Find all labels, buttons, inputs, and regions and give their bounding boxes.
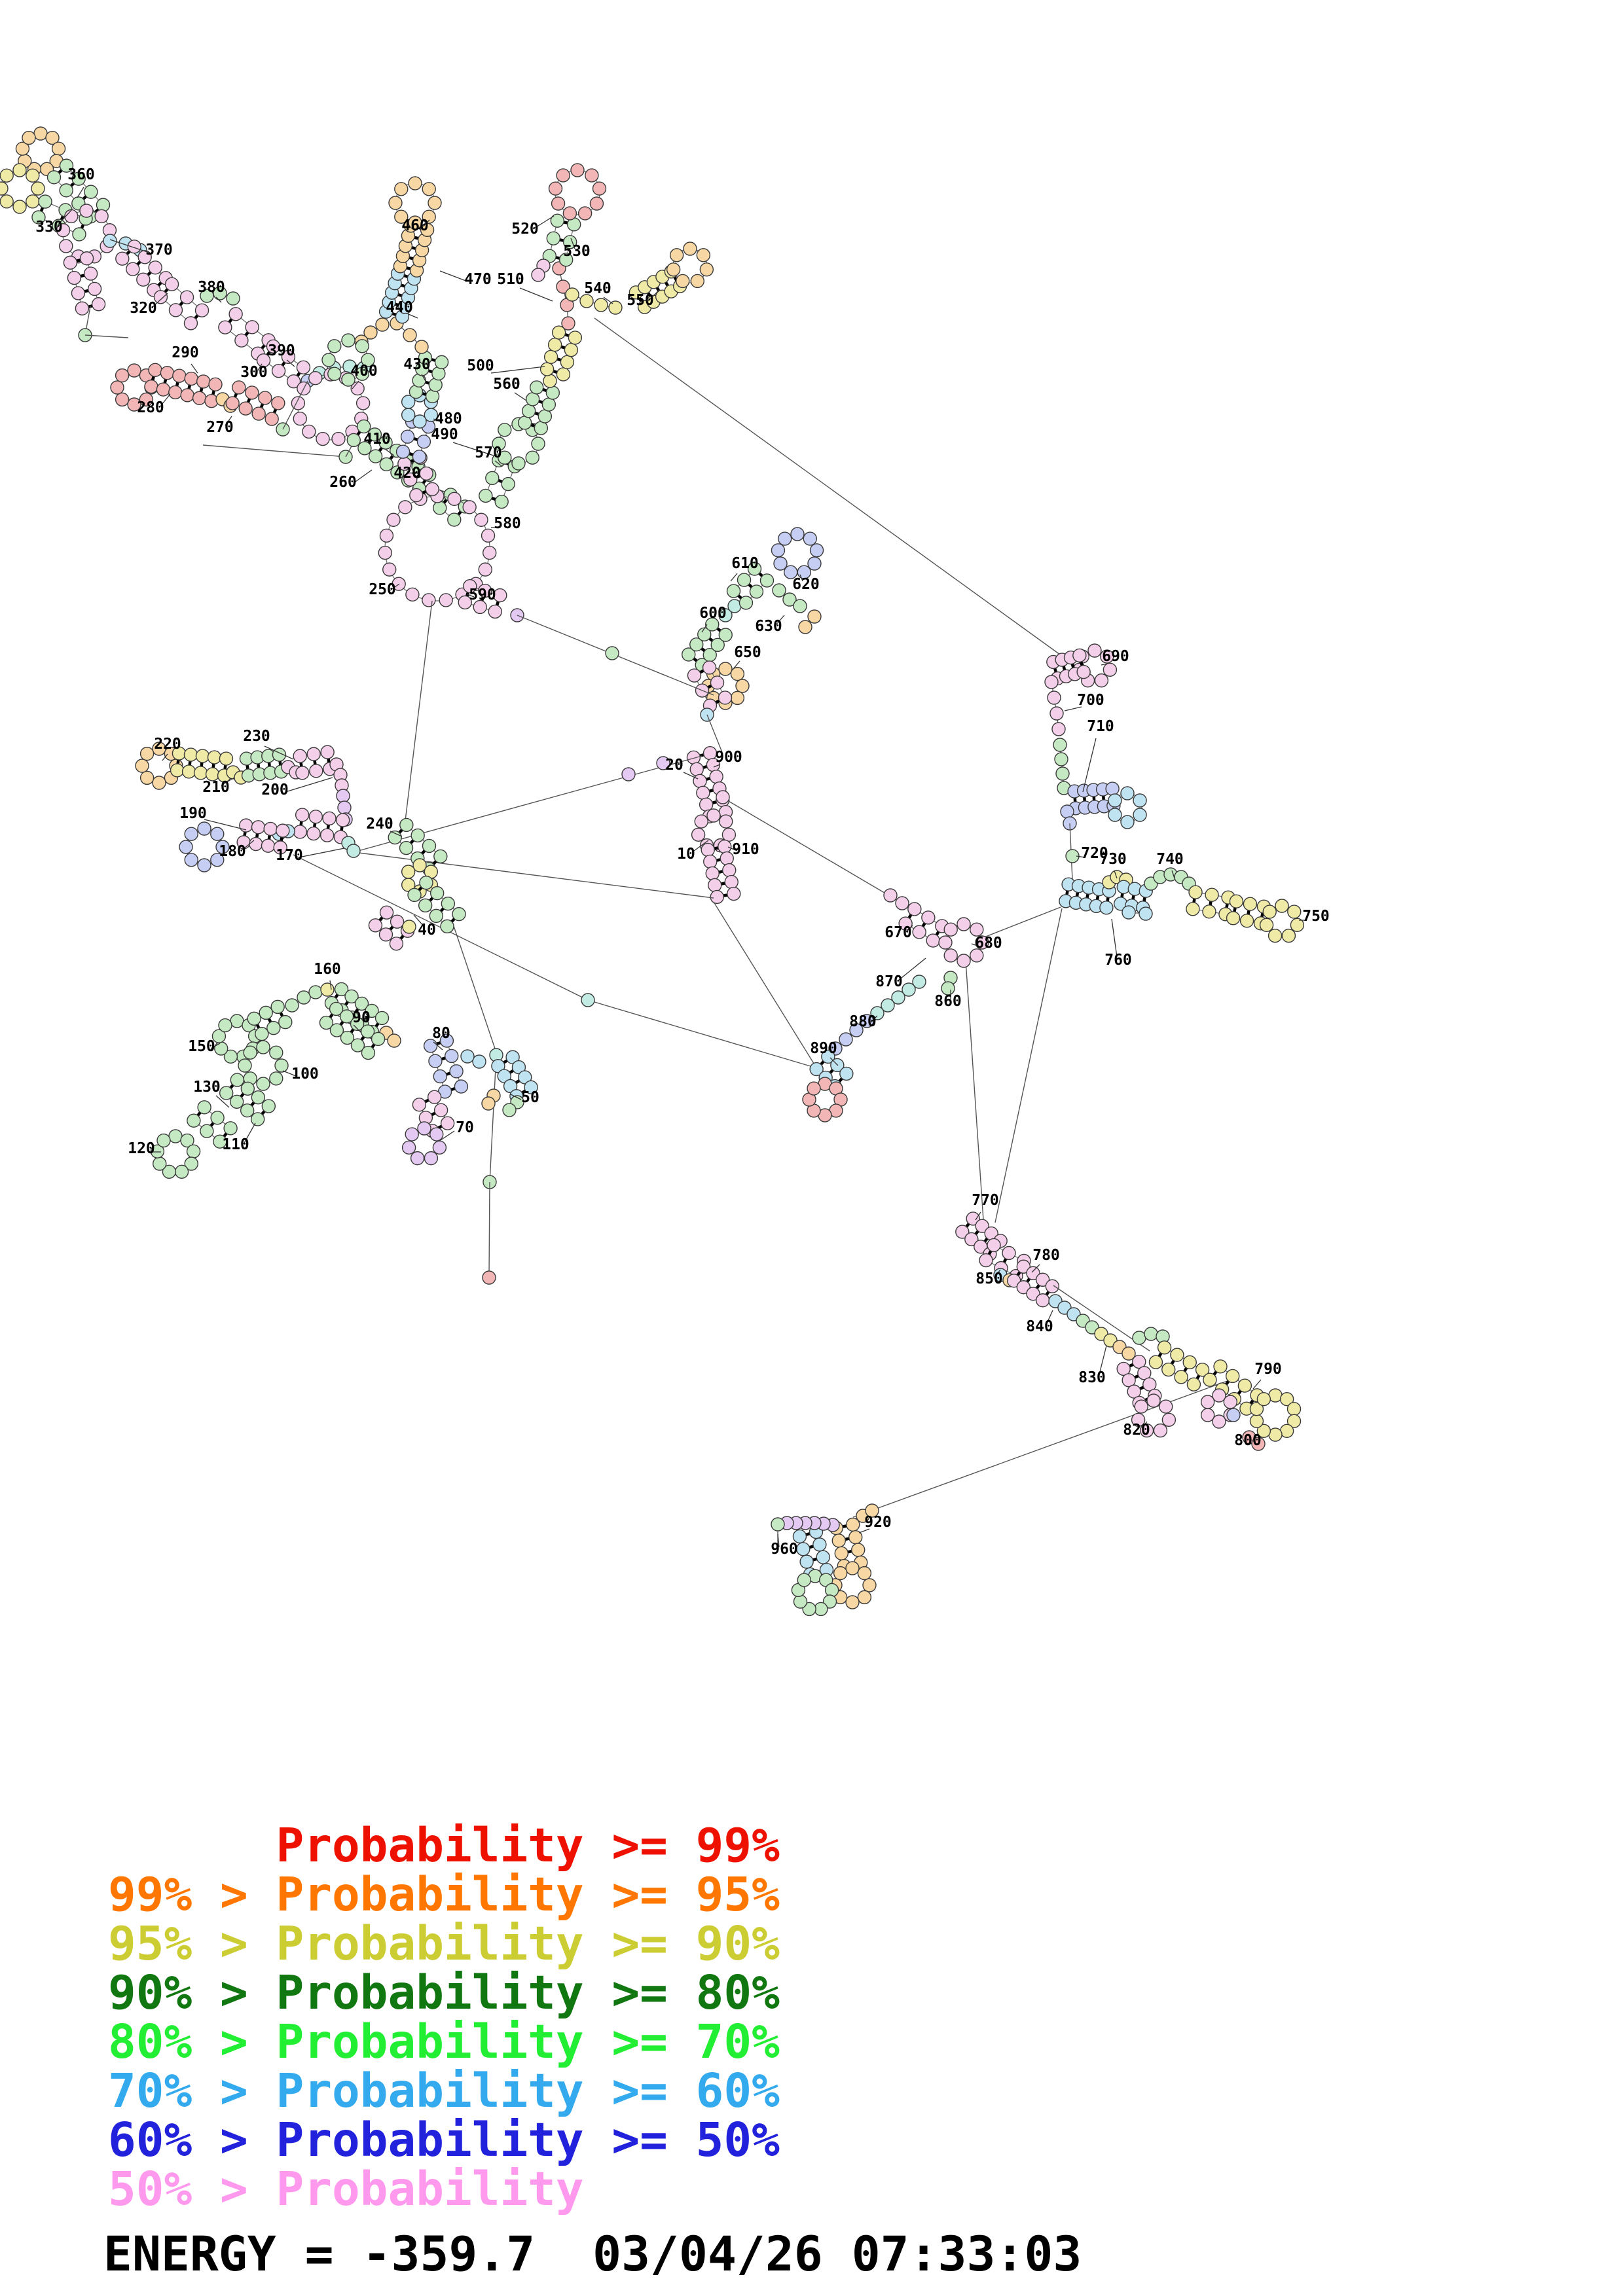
single-strand-chain [941,971,957,995]
backbone-connector-line [853,1380,1231,1517]
legend-row-1: 99% > Probability >= 95% [108,1867,780,1922]
svg-text:880: 880 [849,1013,877,1030]
svg-text:100: 100 [291,1066,319,1083]
svg-text:380: 380 [198,279,225,296]
single-strand-chain [799,610,821,634]
svg-text:580: 580 [494,515,521,532]
helix-stem [293,808,349,844]
svg-text:690: 690 [1102,648,1129,665]
backbone-connector-line [405,601,432,826]
backbone-connector-line [981,907,1061,939]
energy-status-line: ENERGY = -359.7 03/04/26 07:33:03 [103,2227,1082,2282]
svg-text:670: 670 [884,924,912,941]
svg-text:280: 280 [137,399,164,416]
single-strand-chain [1113,1340,1135,1360]
svg-text:10: 10 [677,846,695,863]
svg-text:420: 420 [393,465,421,482]
svg-text:170: 170 [276,847,303,864]
svg-text:800: 800 [1234,1432,1262,1449]
nucleotide-bead [403,920,416,933]
svg-text:260: 260 [329,474,357,491]
nucleotide-bead [716,791,729,804]
svg-text:820: 820 [1123,1422,1150,1439]
backbone-connector-line [995,908,1062,1223]
svg-text:300: 300 [240,364,268,381]
loop-ring [403,1122,447,1165]
single-strand-chain [461,1050,486,1068]
svg-text:200: 200 [261,781,289,798]
svg-text:890: 890 [810,1040,837,1057]
svg-text:90: 90 [352,1009,371,1026]
backbone-connector-line [489,1182,490,1275]
helix-stem [541,326,582,381]
svg-text:710: 710 [1087,718,1114,735]
nucleotide-bead [884,889,897,902]
svg-text:290: 290 [172,344,199,361]
residue-label-150 [188,1038,220,1055]
svg-text:410: 410 [363,431,391,448]
svg-text:510: 510 [497,271,524,288]
svg-text:460: 460 [401,217,429,234]
svg-text:530: 530 [563,243,591,260]
residue-label-210 [202,778,234,796]
residue-label-260 [329,470,372,491]
residue-label-820 [1123,1422,1150,1439]
residue-label-750 [1299,908,1330,925]
svg-text:600: 600 [699,605,727,622]
residue-label-420 [393,465,422,482]
svg-text:330: 330 [35,219,63,236]
svg-text:390: 390 [268,342,295,359]
loop-ring [0,164,45,213]
loop-ring [549,164,606,220]
residue-label-670 [884,924,913,941]
single-strand-chain [342,836,360,857]
nucleotide-bead [622,768,635,781]
svg-text:760: 760 [1104,952,1132,969]
single-strand-chain [285,986,322,1012]
svg-text:130: 130 [193,1079,221,1096]
svg-text:270: 270 [206,419,234,436]
loop-ring [803,1077,847,1122]
residue-label-590 [467,586,496,603]
helix-stem [219,308,275,360]
svg-text:780: 780 [1032,1247,1060,1264]
legend-row-4: 80% > Probability >= 70% [108,2015,780,2069]
backbone-connector-line [203,445,346,457]
residue-label-500 [467,357,545,374]
residue-label-910 [728,841,759,858]
residue-label-250 [369,581,399,598]
residue-label-570 [475,444,502,466]
residue-label-790 [1253,1361,1282,1389]
residue-label-700 [1065,692,1104,711]
svg-text:910: 910 [732,841,759,858]
svg-text:830: 830 [1078,1369,1106,1386]
legend-row-7: 50% > Probability [108,2162,584,2216]
svg-text:430: 430 [403,356,431,373]
svg-text:570: 570 [475,444,502,461]
residue-label-290 [172,344,199,373]
residue-label-710 [1083,718,1114,792]
legend-row-2: 95% > Probability >= 90% [108,1916,780,1971]
single-strand-chain [482,1089,500,1110]
svg-text:210: 210 [202,779,230,796]
nucleotide-bead [771,1518,784,1531]
backbone-connector-line [490,1055,496,1182]
residue-label-650 [733,644,761,669]
svg-text:920: 920 [864,1514,892,1531]
residue-label-520 [511,216,554,238]
residue-label-880 [849,1013,877,1030]
backbone-connector-line [966,961,983,1220]
svg-text:720: 720 [1081,845,1108,862]
backbone-connector-line [714,902,815,1066]
svg-text:960: 960 [771,1541,798,1558]
nucleotide-bead [896,897,909,910]
svg-text:490: 490 [431,426,458,443]
svg-text:360: 360 [67,166,95,183]
residue-label-190 [179,805,246,830]
residue-label-170 [276,847,344,864]
single-strand-chain [1144,868,1195,890]
residue-label-440 [386,299,418,318]
svg-text:320: 320 [130,300,157,317]
svg-text:80: 80 [432,1025,450,1042]
helix-stem [519,381,560,435]
residue-label-690 [1101,648,1129,665]
residue-number-labels [35,166,1330,1558]
svg-text:70: 70 [456,1119,474,1136]
svg-text:120: 120 [128,1140,155,1157]
loop-ring [792,1570,838,1615]
svg-text:610: 610 [731,555,759,572]
residue-label-560 [493,376,526,401]
svg-text:620: 620 [792,576,820,593]
loop-ring [667,242,714,287]
svg-text:160: 160 [314,961,341,978]
nucleotide-bead [581,994,594,1007]
loop-ring [1260,899,1304,942]
single-strand-chain [390,317,428,353]
svg-text:650: 650 [734,644,761,661]
svg-text:540: 540 [584,280,611,297]
residue-label-580 [491,515,521,532]
nucleotide-bead [1227,1408,1240,1422]
svg-text:740: 740 [1156,851,1184,868]
svg-text:630: 630 [755,618,782,635]
svg-text:520: 520 [511,221,539,238]
nucleotide-bead [321,983,334,996]
single-strand-chain [1049,1295,1080,1321]
loop-ring [771,528,823,579]
svg-text:20: 20 [665,757,684,774]
legend-row-5: 70% > Probability >= 60% [108,2064,780,2118]
svg-text:770: 770 [972,1192,999,1209]
helix-stem [1149,1341,1209,1391]
residue-label-270 [206,416,234,436]
nucleotide-bead [483,1271,496,1284]
residue-label-680 [972,935,1002,952]
nucleotide-bead [543,374,556,387]
helix-stem [956,1212,1007,1261]
svg-text:400: 400 [350,363,378,380]
residue-label-800 [1234,1432,1262,1449]
svg-text:730: 730 [1099,851,1127,868]
residue-label-760 [1104,919,1132,969]
legend-row-3: 90% > Probability >= 80% [108,1965,780,2020]
residue-label-630 [755,615,784,635]
svg-text:370: 370 [145,242,173,259]
svg-text:50: 50 [521,1089,539,1106]
svg-text:480: 480 [435,410,462,427]
svg-text:250: 250 [369,581,396,598]
residue-label-780 [1032,1247,1060,1272]
residue-label-460 [401,217,429,234]
svg-text:680: 680 [975,935,1002,952]
residue-label-900 [714,749,742,767]
svg-text:850: 850 [976,1270,1003,1287]
svg-text:870: 870 [875,973,903,990]
loop-ring [151,1130,200,1178]
residue-label-200 [261,778,333,798]
svg-text:470: 470 [464,271,492,288]
backbone-connector-line [594,318,1067,660]
probability-legend [108,1818,780,2216]
helix-stem [226,381,285,425]
svg-text:590: 590 [469,586,496,603]
helix-stem [424,1034,468,1098]
svg-text:700: 700 [1077,692,1104,709]
nucleotide-bead [606,647,619,660]
single-strand-chain [532,259,550,281]
svg-text:790: 790 [1254,1361,1282,1378]
legend-row-6: 60% > Probability >= 50% [108,2113,780,2167]
residue-label-620 [792,575,820,593]
residue-label-830 [1078,1346,1106,1386]
single-strand-chain [1053,738,1070,795]
svg-text:110: 110 [222,1136,249,1153]
residue-label-840 [1026,1310,1053,1335]
backbone-connector-line [354,756,702,852]
svg-text:500: 500 [467,357,494,374]
legend-row-0: Probability >= 99% [108,1818,780,1873]
residue-label-920 [859,1514,892,1533]
svg-text:550: 550 [627,292,654,309]
svg-text:40: 40 [418,922,436,939]
svg-text:230: 230 [243,728,270,745]
single-strand-chain [1045,675,1065,736]
svg-text:150: 150 [188,1038,215,1055]
backbone-connector-line [453,924,496,1052]
svg-text:860: 860 [934,993,962,1010]
svg-text:440: 440 [386,299,413,316]
residue-label-300 [240,364,268,381]
residue-label-470 [440,271,492,288]
residue-label-860 [934,990,962,1010]
svg-text:190: 190 [179,805,207,822]
svg-text:560: 560 [493,376,520,393]
svg-text:900: 900 [715,749,742,766]
residue-label-850 [976,1270,1003,1287]
svg-text:220: 220 [154,736,181,753]
svg-text:180: 180 [219,843,246,860]
residue-label-100 [283,1066,319,1083]
svg-text:240: 240 [366,816,393,833]
svg-text:840: 840 [1026,1318,1053,1335]
svg-text:750: 750 [1302,908,1330,925]
residue-label-480 [433,410,462,427]
